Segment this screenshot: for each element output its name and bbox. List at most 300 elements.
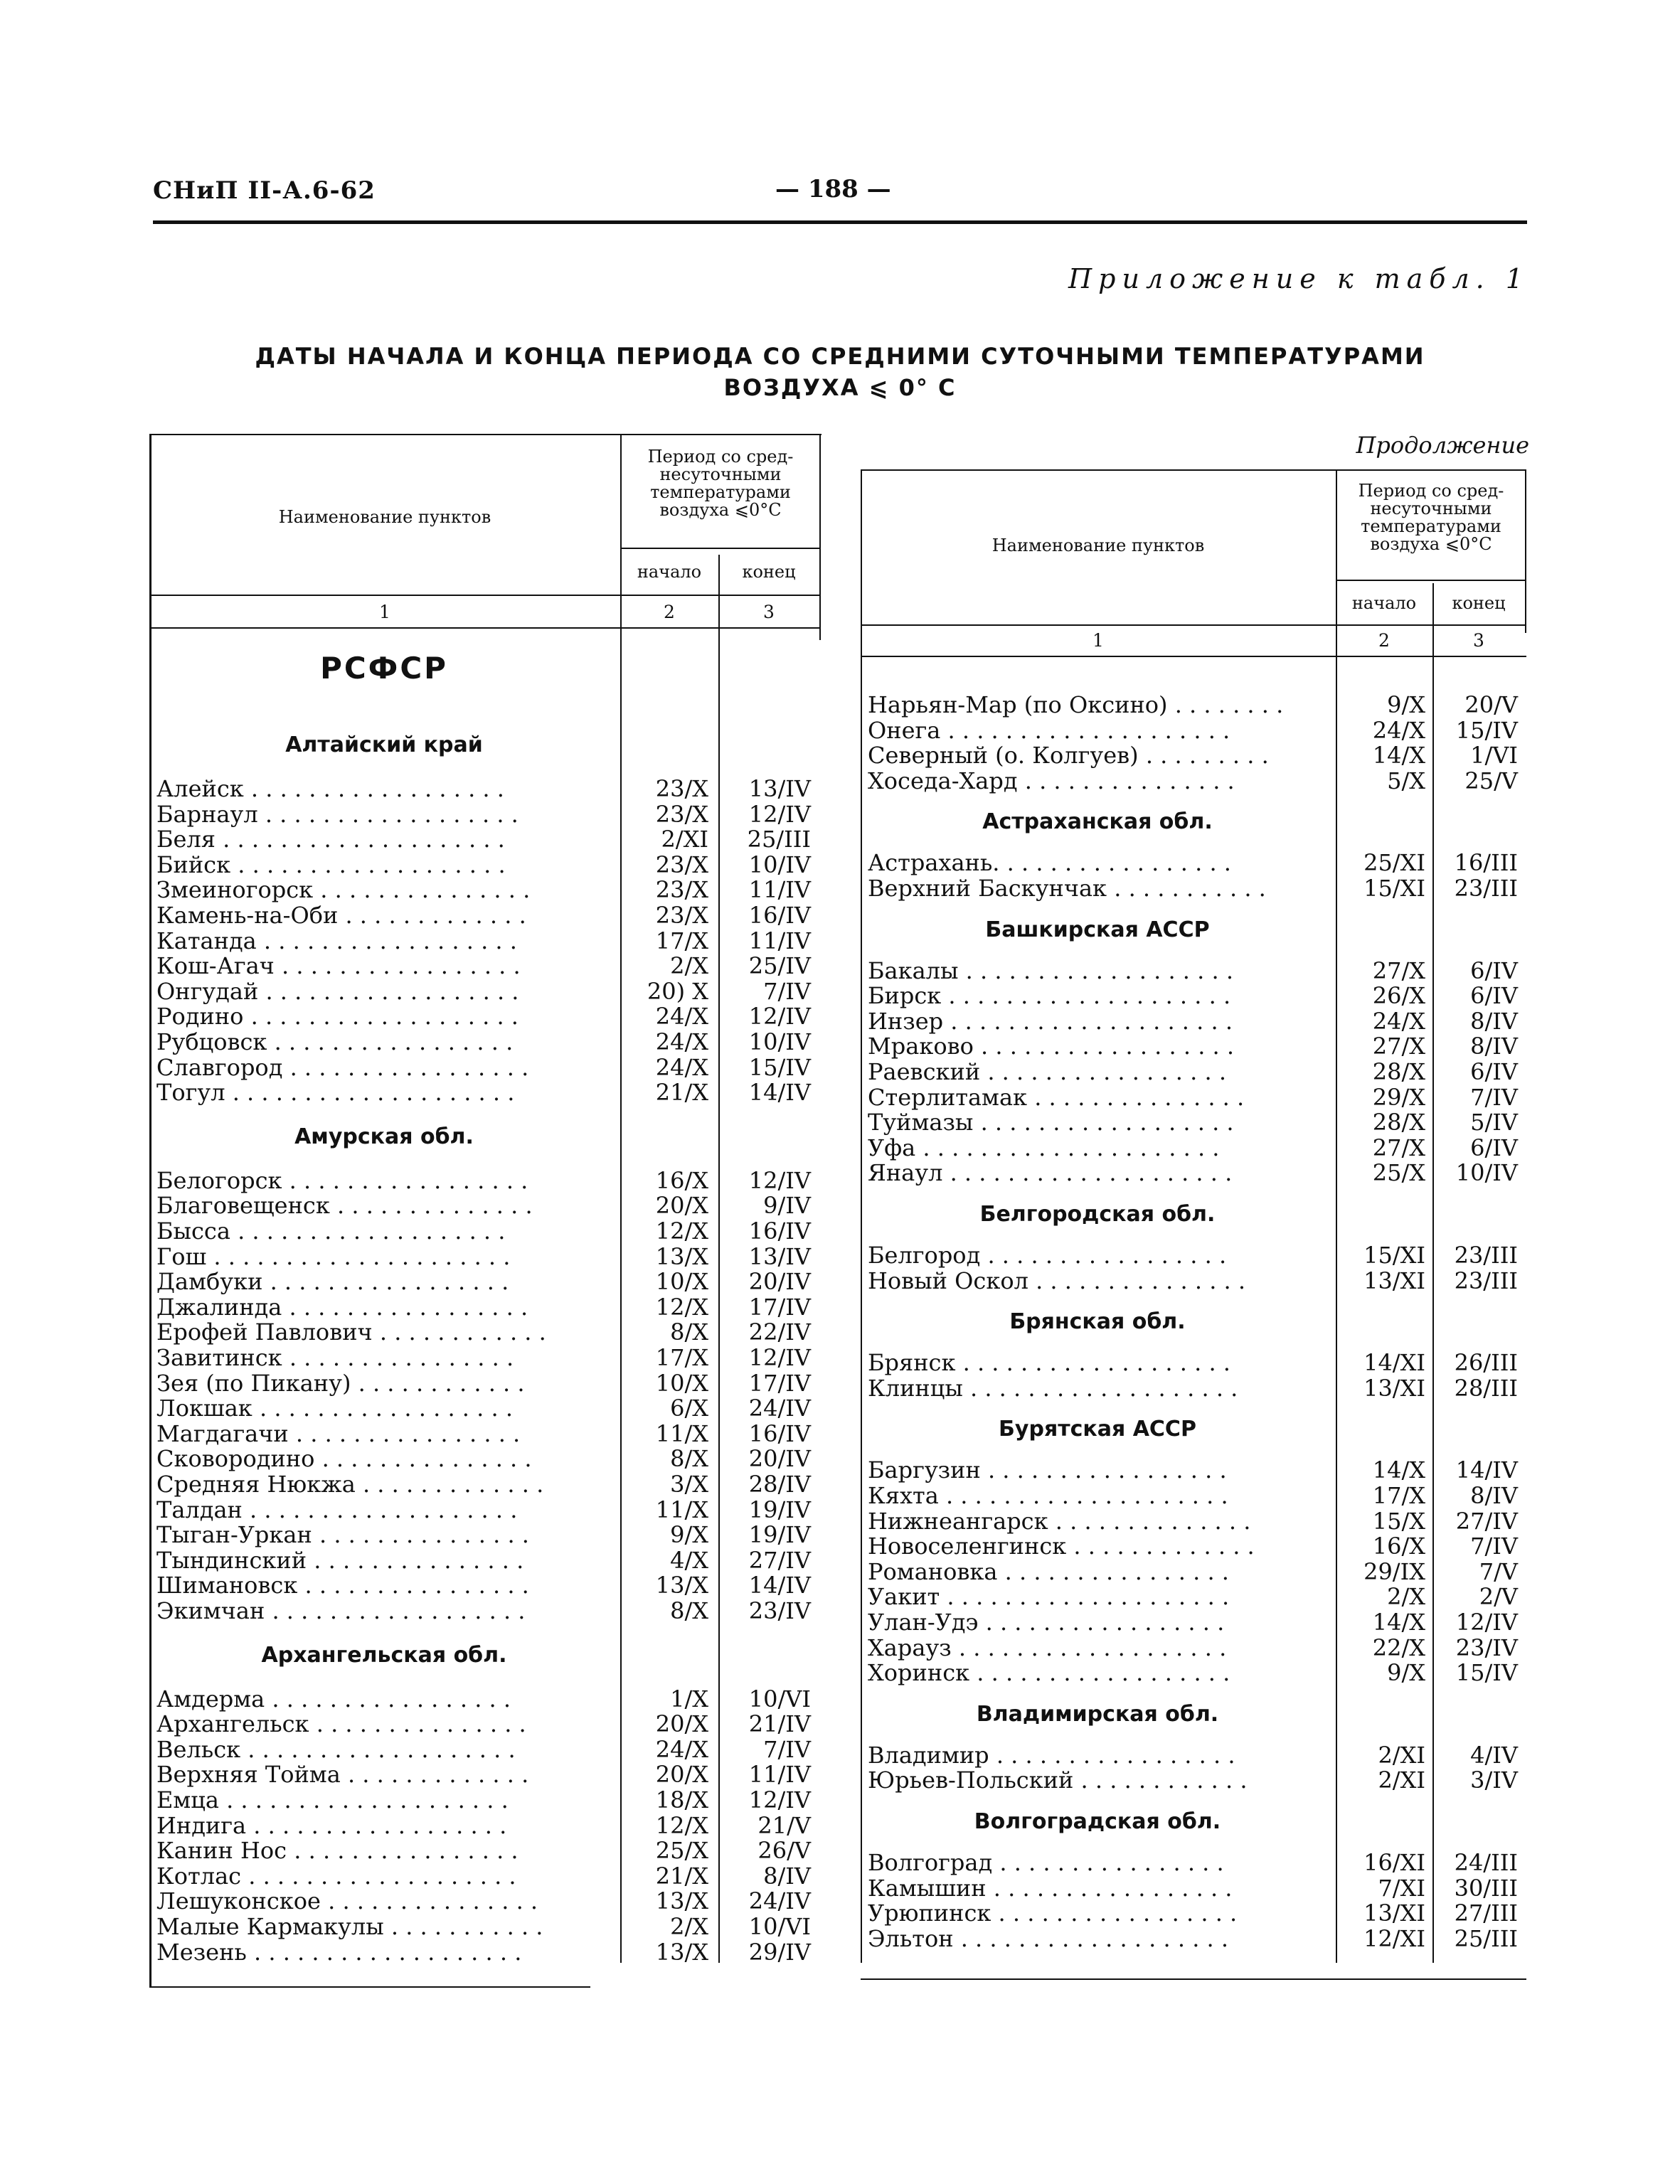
left-table bbox=[149, 434, 825, 1998]
end-date: 25/IV bbox=[748, 952, 811, 980]
station-name: Кяхта . . . . . . . . . . . . . . . . . . . . bbox=[868, 1483, 1228, 1508]
header-col-period: Период со сред- несуточными температурами воздуха ⩽0°С bbox=[1358, 481, 1504, 554]
header-col-period: Период со сред- несуточными температурами воздуха ⩽0°С bbox=[647, 447, 794, 520]
start-date: 13/X bbox=[655, 1887, 708, 1915]
table-row bbox=[149, 1599, 821, 1624]
end-date: 27/IV bbox=[748, 1546, 811, 1574]
table-row bbox=[149, 954, 821, 979]
start-date: 27/X bbox=[1372, 1134, 1425, 1161]
start-date: 15/X bbox=[1372, 1507, 1425, 1535]
start-date: 17/X bbox=[655, 1344, 708, 1371]
end-date: 25/III bbox=[1454, 1924, 1518, 1952]
table-row bbox=[149, 1055, 821, 1080]
table-row bbox=[149, 1269, 821, 1294]
table-row bbox=[861, 876, 1526, 901]
end-date: 23/IV bbox=[748, 1597, 811, 1624]
end-date: 20/IV bbox=[748, 1445, 811, 1473]
table-row bbox=[149, 1472, 821, 1497]
table-row bbox=[861, 1110, 1526, 1135]
start-date: 27/X bbox=[1372, 1033, 1425, 1060]
station-name: Рубцовск . . . . . . . . . . . . . . . . . bbox=[156, 1030, 514, 1055]
table-row bbox=[149, 1498, 821, 1523]
table-row bbox=[861, 1636, 1526, 1661]
table-row bbox=[149, 1548, 821, 1573]
section-heading bbox=[861, 1809, 1334, 1834]
end-date: 26/V bbox=[757, 1837, 811, 1865]
section-heading-text: Астраханская обл. bbox=[982, 809, 1213, 835]
start-date: 11/X bbox=[655, 1419, 708, 1447]
table-row bbox=[149, 1295, 821, 1320]
table-row bbox=[861, 851, 1526, 875]
start-date: 20/X bbox=[655, 1761, 708, 1789]
station-name: Локшак . . . . . . . . . . . . . . . . . . bbox=[156, 1396, 513, 1422]
start-date: 11/X bbox=[655, 1496, 708, 1523]
end-date: 20/IV bbox=[748, 1268, 811, 1296]
start-date: 28/X bbox=[1372, 1058, 1425, 1085]
station-name: Бакалы . . . . . . . . . . . . . . . . . . . bbox=[868, 958, 1233, 984]
table-row bbox=[861, 1376, 1526, 1401]
start-date: 10/X bbox=[655, 1268, 708, 1296]
table-row bbox=[149, 929, 821, 954]
start-date: 1/X bbox=[670, 1685, 708, 1712]
end-date: 25/III bbox=[747, 826, 811, 853]
header-col-name: Наименование пунктов bbox=[991, 536, 1205, 555]
station-name: Котлас . . . . . . . . . . . . . . . . . . . bbox=[156, 1863, 516, 1889]
start-date: 29/IX bbox=[1363, 1557, 1425, 1585]
start-date: 6/X bbox=[670, 1395, 708, 1422]
station-name: Дамбуки . . . . . . . . . . . . . . . . . bbox=[156, 1269, 509, 1295]
station-name: Янаул . . . . . . . . . . . . . . . . . . . . bbox=[868, 1161, 1233, 1186]
table-row bbox=[861, 1610, 1526, 1635]
table-row bbox=[861, 769, 1526, 794]
station-name: Завитинск . . . . . . . . . . . . . . . . bbox=[156, 1346, 514, 1370]
section-heading bbox=[861, 1702, 1334, 1727]
end-date: 21/IV bbox=[748, 1710, 811, 1738]
section-heading bbox=[861, 917, 1334, 942]
end-date: 8/IV bbox=[763, 1862, 811, 1890]
table-row bbox=[861, 1269, 1526, 1294]
start-date: 2/X bbox=[670, 952, 708, 980]
start-date: 13/X bbox=[655, 1242, 708, 1270]
end-date: 4/IV bbox=[1470, 1741, 1518, 1769]
end-date: 6/IV bbox=[1470, 982, 1518, 1010]
table-row bbox=[149, 878, 821, 902]
start-date: 15/XI bbox=[1363, 875, 1425, 902]
continuation-label: Продолжение bbox=[1356, 432, 1529, 459]
station-name: Хоседа-Хард . . . . . . . . . . . . . . . bbox=[868, 768, 1235, 794]
station-name: Урюпинск . . . . . . . . . . . . . . . . . bbox=[868, 1901, 1238, 1927]
start-date: 2/X bbox=[1387, 1583, 1425, 1611]
station-name: Амдерма . . . . . . . . . . . . . . . . . bbox=[156, 1686, 511, 1712]
station-name: Владимир . . . . . . . . . . . . . . . . . bbox=[868, 1742, 1235, 1768]
station-name: Гош . . . . . . . . . . . . . . . . . . . . . bbox=[156, 1244, 511, 1269]
start-date: 7/XI bbox=[1378, 1874, 1425, 1902]
station-name: Камень-на-Оби . . . . . . . . . . . . . bbox=[156, 903, 526, 928]
station-name: Емца . . . . . . . . . . . . . . . . . . . . bbox=[156, 1788, 509, 1813]
table-row bbox=[861, 1901, 1526, 1926]
station-name: Алейск . . . . . . . . . . . . . . . . . . bbox=[156, 777, 504, 801]
end-date: 15/IV bbox=[748, 1053, 811, 1081]
station-name: Хоринск . . . . . . . . . . . . . . . . . . bbox=[868, 1661, 1230, 1686]
start-date: 28/X bbox=[1372, 1109, 1425, 1136]
table-row bbox=[149, 1813, 821, 1838]
station-name: Верхний Баскунчак . . . . . . . . . . . bbox=[868, 876, 1266, 901]
end-date: 7/IV bbox=[763, 977, 811, 1005]
section-heading bbox=[149, 733, 619, 757]
station-name: Змеиногорск . . . . . . . . . . . . . . . bbox=[156, 878, 531, 903]
table-row bbox=[149, 1889, 821, 1914]
end-date: 8/IV bbox=[1470, 1007, 1518, 1035]
start-date: 13/XI bbox=[1363, 1374, 1425, 1402]
station-name: Северный (о. Колгуев) . . . . . . . . . bbox=[868, 743, 1269, 769]
end-date: 19/IV bbox=[748, 1521, 811, 1549]
table-row bbox=[861, 1534, 1526, 1559]
end-date: 23/III bbox=[1454, 875, 1518, 902]
table-row bbox=[149, 1737, 821, 1762]
start-date: 13/X bbox=[655, 1572, 708, 1599]
station-name: Шимановск . . . . . . . . . . . . . . . . bbox=[156, 1573, 529, 1599]
start-date: 2/XI bbox=[661, 826, 708, 853]
end-date: 12/IV bbox=[748, 1166, 811, 1194]
start-date: 22/X bbox=[1372, 1634, 1425, 1661]
table-row bbox=[861, 1458, 1526, 1483]
table-row bbox=[861, 1850, 1526, 1875]
end-date: 12/IV bbox=[748, 1344, 811, 1371]
station-name: Бирск . . . . . . . . . . . . . . . . . . . . bbox=[868, 984, 1231, 1009]
col-num-2: 2 bbox=[1378, 630, 1390, 651]
table-row bbox=[149, 1320, 821, 1345]
start-date: 12/X bbox=[655, 1218, 708, 1245]
station-name: Тыган-Уркан . . . . . . . . . . . . . . . bbox=[156, 1523, 529, 1548]
section-heading-text: Брянская обл. bbox=[1009, 1309, 1186, 1335]
start-date: 26/X bbox=[1372, 982, 1425, 1010]
end-date: 14/IV bbox=[748, 1572, 811, 1599]
appendix-label: Приложение к табл. 1 bbox=[1068, 263, 1529, 294]
table-row bbox=[149, 802, 821, 827]
table-row bbox=[861, 1584, 1526, 1609]
table-row bbox=[149, 1193, 821, 1218]
table-row bbox=[861, 1924, 1526, 1952]
end-date: 1/VI bbox=[1470, 742, 1518, 769]
table-row bbox=[149, 979, 821, 1004]
station-name: Улан-Удэ . . . . . . . . . . . . . . . . . bbox=[868, 1610, 1225, 1635]
end-date: 14/IV bbox=[748, 1079, 811, 1107]
end-date: 10/IV bbox=[1455, 1159, 1518, 1187]
station-name: Романовка . . . . . . . . . . . . . . . . bbox=[868, 1559, 1229, 1584]
end-date: 7/IV bbox=[1470, 1533, 1518, 1560]
start-date: 24/X bbox=[655, 1003, 708, 1030]
station-name: Уакит . . . . . . . . . . . . . . . . . . . . bbox=[868, 1584, 1230, 1610]
end-date: 2/V bbox=[1479, 1583, 1518, 1611]
table-row bbox=[149, 1864, 821, 1889]
start-date: 2/X bbox=[670, 1913, 708, 1940]
end-date: 15/IV bbox=[1455, 1659, 1518, 1687]
start-date: 9/X bbox=[1387, 691, 1425, 718]
end-date: 16/IV bbox=[748, 902, 811, 929]
station-name: Баргузин . . . . . . . . . . . . . . . . . bbox=[868, 1458, 1227, 1483]
end-date: 20/V bbox=[1464, 691, 1518, 718]
table-row bbox=[861, 959, 1526, 984]
end-date: 6/IV bbox=[1470, 957, 1518, 984]
station-name: Раевский . . . . . . . . . . . . . . . . . bbox=[868, 1060, 1226, 1085]
table-row bbox=[861, 1743, 1526, 1768]
start-date: 14/X bbox=[1372, 1456, 1425, 1484]
start-date: 12/X bbox=[655, 1293, 708, 1321]
table-row bbox=[149, 1419, 821, 1447]
end-date: 10/IV bbox=[748, 851, 811, 878]
section-heading bbox=[861, 1202, 1334, 1227]
end-date: 17/IV bbox=[748, 1293, 811, 1321]
station-name: Туймазы . . . . . . . . . . . . . . . . . . bbox=[868, 1110, 1234, 1136]
table-row bbox=[149, 1168, 821, 1193]
start-date: 2/XI bbox=[1378, 1767, 1425, 1794]
section-heading-text: Амурская обл. bbox=[294, 1124, 474, 1149]
end-date: 24/IV bbox=[748, 1887, 811, 1915]
start-date: 13/XI bbox=[1363, 1900, 1425, 1927]
station-name: Эльтон . . . . . . . . . . . . . . . . . . . bbox=[868, 1926, 1229, 1951]
station-name: Лешуконское . . . . . . . . . . . . . . . bbox=[156, 1889, 538, 1914]
table-row bbox=[861, 693, 1526, 718]
table-row bbox=[149, 777, 821, 801]
station-name: Канин Нос . . . . . . . . . . . . . . . . bbox=[156, 1838, 519, 1864]
start-date: 29/X bbox=[1372, 1083, 1425, 1111]
end-date: 9/IV bbox=[763, 1192, 811, 1220]
start-date: 9/X bbox=[670, 1521, 708, 1549]
station-name: Экимчан . . . . . . . . . . . . . . . . . . bbox=[156, 1599, 526, 1624]
section-heading-text: Владимирская обл. bbox=[976, 1701, 1219, 1727]
station-name: Мезень . . . . . . . . . . . . . . . . . . . bbox=[156, 1939, 522, 1965]
station-name: Благовещенск . . . . . . . . . . . . . . bbox=[156, 1193, 533, 1219]
station-name: Верхняя Тойма . . . . . . . . . . . . . bbox=[156, 1762, 529, 1788]
station-name: Тогул . . . . . . . . . . . . . . . . . . . . bbox=[156, 1080, 515, 1106]
start-date: 15/XI bbox=[1363, 1242, 1425, 1269]
table-row bbox=[149, 1712, 821, 1737]
end-date: 22/IV bbox=[748, 1319, 811, 1346]
table-row bbox=[861, 1243, 1526, 1268]
table-row bbox=[149, 1030, 821, 1055]
table-row bbox=[149, 1762, 821, 1787]
page-header-code: СНиП II-А.6-62 bbox=[153, 176, 376, 205]
start-date: 27/X bbox=[1372, 957, 1425, 984]
end-date: 15/IV bbox=[1455, 716, 1518, 744]
start-date: 12/XI bbox=[1363, 1924, 1425, 1952]
end-date: 29/IV bbox=[748, 1938, 811, 1966]
section-heading-text: Белгородская обл. bbox=[979, 1202, 1216, 1227]
end-date: 12/IV bbox=[748, 1003, 811, 1030]
start-date: 12/X bbox=[655, 1811, 708, 1839]
table-row bbox=[149, 1523, 821, 1548]
station-name: Архангельск . . . . . . . . . . . . . . . bbox=[156, 1712, 526, 1737]
station-name: Ерофей Павлович . . . . . . . . . . . . bbox=[156, 1320, 546, 1346]
section-heading-text: Архангельская обл. bbox=[261, 1642, 507, 1668]
end-date: 12/IV bbox=[748, 1786, 811, 1813]
end-date: 23/III bbox=[1454, 1242, 1518, 1269]
end-date: 7/IV bbox=[1470, 1083, 1518, 1111]
col-num-1: 1 bbox=[1092, 630, 1104, 651]
station-name: Клинцы . . . . . . . . . . . . . . . . . . . bbox=[868, 1375, 1238, 1401]
table-row bbox=[149, 1687, 821, 1712]
station-name: Камышин . . . . . . . . . . . . . . . . . bbox=[868, 1875, 1233, 1901]
station-name: Онега . . . . . . . . . . . . . . . . . . . . bbox=[868, 718, 1230, 743]
table-row bbox=[149, 1914, 821, 1939]
table-row bbox=[149, 1242, 821, 1270]
section-heading-text: Бурятская АССР bbox=[999, 1417, 1196, 1442]
station-name: Бысса . . . . . . . . . . . . . . . . . . . bbox=[156, 1219, 506, 1244]
section-heading bbox=[149, 1124, 619, 1149]
station-name: Катанда . . . . . . . . . . . . . . . . . . bbox=[156, 928, 517, 954]
end-date: 13/IV bbox=[748, 775, 811, 802]
end-date: 11/IV bbox=[748, 1761, 811, 1789]
end-date: 10/VI bbox=[748, 1913, 811, 1940]
table-row bbox=[149, 1004, 821, 1029]
header-col-end: конец bbox=[1452, 593, 1506, 613]
end-date: 26/III bbox=[1454, 1349, 1518, 1377]
end-date: 17/IV bbox=[748, 1369, 811, 1397]
start-date: 14/X bbox=[1372, 1609, 1425, 1636]
header-col-end: конец bbox=[742, 562, 796, 582]
table-row bbox=[861, 718, 1526, 743]
start-date: 2/XI bbox=[1378, 1741, 1425, 1769]
section-heading-text: Алтайский край bbox=[285, 733, 483, 757]
start-date: 5/X bbox=[1387, 767, 1425, 794]
table-row bbox=[861, 1483, 1526, 1508]
page-number: — 188 — bbox=[775, 175, 891, 203]
end-date: 6/IV bbox=[1470, 1058, 1518, 1085]
station-name: Астрахань. . . . . . . . . . . . . . . . . bbox=[868, 851, 1231, 876]
table-row bbox=[861, 1009, 1526, 1034]
station-name: Талдан . . . . . . . . . . . . . . . . . . . bbox=[156, 1497, 518, 1523]
section-heading bbox=[861, 1309, 1334, 1334]
station-name: Родино . . . . . . . . . . . . . . . . . . . bbox=[156, 1004, 519, 1030]
station-name: Зея (по Пикану) . . . . . . . . . . . . bbox=[156, 1370, 525, 1396]
start-date: 18/X bbox=[655, 1786, 708, 1813]
end-date: 11/IV bbox=[748, 876, 811, 904]
table-row bbox=[149, 903, 821, 928]
start-date: 24/X bbox=[1372, 1007, 1425, 1035]
station-name: Брянск . . . . . . . . . . . . . . . . . . . bbox=[868, 1351, 1230, 1376]
start-date: 23/X bbox=[655, 800, 708, 828]
table-row bbox=[149, 1447, 821, 1471]
end-date: 23/IV bbox=[1455, 1634, 1518, 1661]
station-name: Белгород . . . . . . . . . . . . . . . . . bbox=[868, 1243, 1227, 1268]
header-col-start: начало bbox=[637, 562, 702, 582]
col-num-3: 3 bbox=[1473, 630, 1484, 651]
table-row bbox=[149, 1396, 821, 1421]
header-rule bbox=[153, 220, 1527, 224]
end-date: 16/IV bbox=[748, 1218, 811, 1245]
end-date: 14/IV bbox=[1455, 1456, 1518, 1484]
start-date: 17/X bbox=[655, 927, 708, 954]
start-date: 20) X bbox=[647, 977, 708, 1005]
start-date: 3/X bbox=[670, 1471, 708, 1498]
right-table bbox=[861, 469, 1536, 2034]
table-row bbox=[149, 1346, 821, 1370]
start-date: 14/XI bbox=[1363, 1349, 1425, 1377]
start-date: 20/X bbox=[655, 1192, 708, 1220]
end-date: 16/III bbox=[1454, 849, 1518, 877]
end-date: 3/IV bbox=[1470, 1767, 1518, 1794]
end-date: 16/IV bbox=[748, 1419, 811, 1447]
end-date: 6/IV bbox=[1470, 1134, 1518, 1161]
station-name: Харауз . . . . . . . . . . . . . . . . . . . bbox=[868, 1635, 1227, 1661]
start-date: 25/XI bbox=[1363, 849, 1425, 877]
table-row bbox=[861, 1034, 1526, 1059]
end-date: 30/III bbox=[1454, 1874, 1518, 1902]
col-num-3: 3 bbox=[763, 602, 775, 622]
station-name: Нижнеангарск . . . . . . . . . . . . . . bbox=[868, 1508, 1251, 1534]
section-heading-text: Башкирская АССР bbox=[985, 917, 1210, 942]
start-date: 23/X bbox=[655, 851, 708, 878]
start-date: 16/X bbox=[1372, 1533, 1425, 1560]
start-date: 23/X bbox=[655, 902, 708, 929]
station-name: Малые Кармакулы . . . . . . . . . . . bbox=[156, 1914, 543, 1939]
section-heading bbox=[861, 809, 1334, 834]
station-name: Бийск . . . . . . . . . . . . . . . . . . . bbox=[156, 852, 506, 878]
start-date: 16/XI bbox=[1363, 1849, 1425, 1876]
end-date: 11/IV bbox=[748, 927, 811, 954]
end-date: 10/IV bbox=[748, 1028, 811, 1055]
end-date: 10/VI bbox=[748, 1685, 811, 1712]
station-name: Волгоград . . . . . . . . . . . . . . . . bbox=[868, 1850, 1224, 1875]
station-name: Новый Оскол . . . . . . . . . . . . . . . bbox=[868, 1268, 1246, 1294]
end-date: 28/IV bbox=[748, 1471, 811, 1498]
start-date: 25/X bbox=[655, 1837, 708, 1865]
table-row bbox=[149, 1940, 821, 1965]
end-date: 19/IV bbox=[748, 1496, 811, 1523]
table-row bbox=[861, 1351, 1526, 1375]
start-date: 25/X bbox=[1372, 1159, 1425, 1187]
table-row bbox=[149, 1788, 821, 1813]
start-date: 14/X bbox=[1372, 742, 1425, 769]
table-row bbox=[149, 1080, 821, 1105]
table-row bbox=[149, 1371, 821, 1396]
start-date: 8/X bbox=[670, 1597, 708, 1624]
station-name: Кош-Агач . . . . . . . . . . . . . . . . . bbox=[156, 954, 521, 979]
start-date: 23/X bbox=[655, 775, 708, 802]
table-row bbox=[861, 1085, 1526, 1110]
start-date: 24/X bbox=[655, 1053, 708, 1081]
station-name: Стерлитамак . . . . . . . . . . . . . . . bbox=[868, 1085, 1245, 1110]
end-date: 27/III bbox=[1454, 1900, 1518, 1927]
end-date: 24/IV bbox=[748, 1395, 811, 1422]
table-row bbox=[861, 1060, 1526, 1085]
end-date: 12/IV bbox=[1455, 1609, 1518, 1636]
table-row bbox=[861, 984, 1526, 1008]
station-name: Сковородино . . . . . . . . . . . . . . . bbox=[156, 1447, 532, 1472]
start-date: 21/X bbox=[655, 1862, 708, 1890]
station-name: Барнаул . . . . . . . . . . . . . . . . . . bbox=[156, 801, 519, 827]
header-col-name: Наименование пунктов bbox=[278, 507, 491, 527]
station-name: Индига . . . . . . . . . . . . . . . . . . bbox=[156, 1813, 507, 1838]
end-date: 12/IV bbox=[748, 800, 811, 828]
start-date: 24/X bbox=[1372, 716, 1425, 744]
start-date: 4/X bbox=[670, 1546, 708, 1574]
table-row bbox=[861, 1136, 1526, 1161]
end-date: 25/V bbox=[1464, 767, 1518, 794]
end-date: 7/IV bbox=[763, 1735, 811, 1763]
section-heading bbox=[861, 1417, 1334, 1442]
col-num-1: 1 bbox=[379, 602, 390, 622]
start-date: 13/X bbox=[655, 1938, 708, 1966]
section-heading-text: Волгоградская обл. bbox=[974, 1809, 1221, 1834]
table-row bbox=[149, 1838, 821, 1863]
table-row bbox=[861, 743, 1526, 768]
document-title-line-2: ВОЗДУХА ⩽ 0° С bbox=[723, 374, 957, 401]
end-date: 5/IV bbox=[1470, 1109, 1518, 1136]
station-name: Юрьев-Польский . . . . . . . . . . . . bbox=[868, 1768, 1248, 1794]
region-heading bbox=[149, 656, 619, 681]
station-name: Новоселенгинск . . . . . . . . . . . . . bbox=[868, 1534, 1255, 1560]
